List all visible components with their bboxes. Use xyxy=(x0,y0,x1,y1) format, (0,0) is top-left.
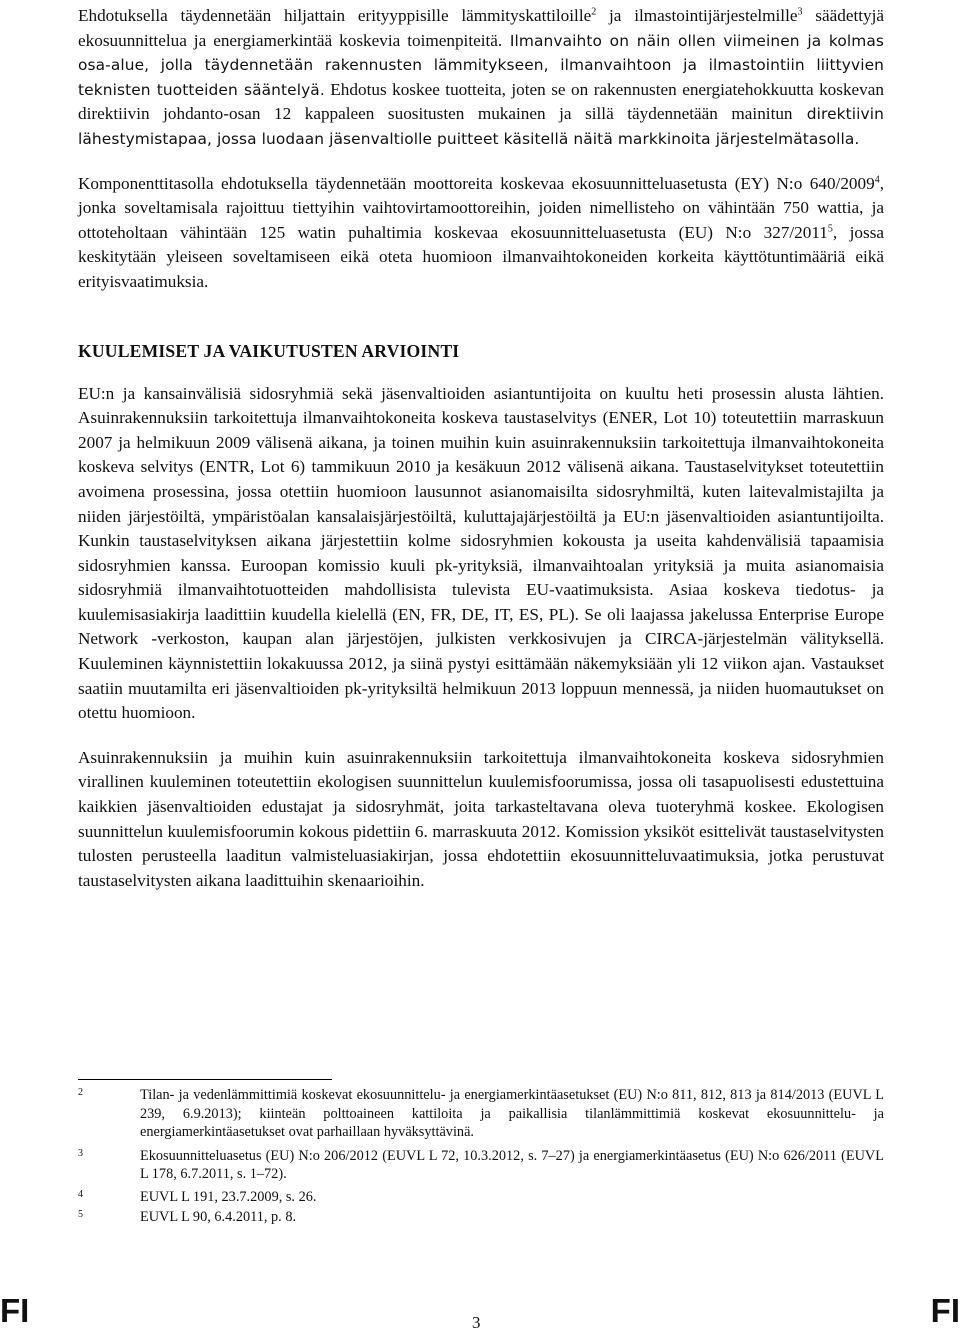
text-run: Ilmanvaihto on näin ollen viimeinen ja kolmas osa-alue, jolla täydennetään rakennusten lämmitykseen, ilmanvaihtoon ja ilmastointiin liittyvien teknisten tuotteiden sääntelyä. xyxy=(78,31,884,99)
footnote-ref-4[interactable]: 4 xyxy=(874,173,880,185)
text-run: Komponenttitasolla ehdotuksella täydennetään moottoreita koskevaa ekosuunnitteluasetusta (EY) N:o 640/2009 xyxy=(78,173,875,193)
footnote-number: 5 xyxy=(78,1209,83,1220)
footnote-divider xyxy=(78,1079,332,1080)
footnote-text: Tilan- ja vedenlämmittimiä koskevat ekosuunnittelu- ja energiamerkintäasetukset (EU) N:o 811, 812, 813 ja 814/2013 (EUVL L 239, 6.9.2013); kiinteän polttoaineen kattiloita ja paikallisia tilanlämmittimiä koskevat ekosuunnittelu- ja energiamerkintäasetukset ovat parhaillaan hyväksyttävinä. xyxy=(140,1087,884,1140)
footnote-ref-2[interactable]: 2 xyxy=(591,6,597,18)
paragraph-forum: Asuinrakennuksiin ja muihin kuin asuinrakennuksiin tarkoitettuja ilmanvaihtokoneita koskeva sidosryhmien virallinen kuuleminen toteutettiin ekologisen suunnittelun kuulemisfoorumissa, jossa oli tasapuolisesti edustettuina kaikkien jäsenvaltioiden edustajat ja sidosryhmät, joita tarkasteltavana oleva tuoteryhmä koskee. Ekologisen suunnittelun kuulemisfoorumin kokous pidettiin 6. marraskuuta 2012. Komission yksiköt esittelivät taustaselvitysten tulosten perusteella laaditun valmisteluasiakirjan, jossa ehdotettiin ekosuunnitteluvaatimuksia, jotka perustuvat taustaselvitysten aikana laadittuihin skenaarioihin. xyxy=(78,747,884,890)
footnote-number: 4 xyxy=(78,1188,83,1200)
footnotes xyxy=(78,1086,884,1227)
footnote xyxy=(78,1208,884,1227)
footnote-text: Ekosuunnitteluasetus (EU) N:o 206/2012 (EUVL L 72, 10.3.2012, s. 7–27) ja energiamerkintäasetus (EU) N:o 626/2011 (EUVL L 178, 6.7.2011, s. 1–72). xyxy=(140,1147,884,1182)
footnote-text: EUVL L 191, 23.7.2009, s. 26. xyxy=(140,1188,317,1205)
footnote-number: 3 xyxy=(78,1147,83,1159)
footnote xyxy=(78,1147,884,1184)
footnote-ref-3[interactable]: 3 xyxy=(797,6,803,18)
document-page xyxy=(78,4,884,893)
footer-language-left: FI xyxy=(0,1292,30,1329)
text-run: ja ilmastointijärjestelmille xyxy=(596,6,798,25)
text-run: Ehdotuksella täydennetään hiljattain erityyppisille lämmityskattiloille xyxy=(78,6,592,25)
paragraph-components xyxy=(78,172,884,295)
text-run: , jonka soveltamisala rajoittuu tiettyihin vaihtovirtamoottoreihin, joiden nimellisteho on vähintään 750 wattia, ja ottoteholtaan vähintään 125 watin puhaltimia koskevaa ekosuunnitteluasetusta (EU) N:o 327/2011 xyxy=(78,173,884,242)
footnote-text: EUVL L 90, 6.4.2011, p. 8. xyxy=(140,1209,297,1225)
footnote xyxy=(78,1086,884,1142)
footnote-number: 2 xyxy=(78,1087,83,1098)
paragraph-consultations: EU:n ja kansainvälisiä sidosryhmiä sekä jäsenvaltioiden asiantuntijoita on kuultu heti prosessin alusta lähtien. Asuinrakennuksiin tarkoitettuja ilmanvaihtokoneita koskeva taustaselvitys (ENER, Lot 10) toteutettiin marraskuun 2007 ja helmikuun 2009 välisenä aikana, ja toinen muihin kuin asuinrakennuksiin tarkoitettuja ilmanvaihtokoneita koskeva selvitys (ENTR, Lot 6) tammikuun 2010 ja kesäkuun 2012 välisenä aikana. Taustaselvitykset toteutettiin avoimena prosessina, jossa otettiin huomioon lausunnot asianomaisilta sidosryhmiltä, kuten laitevalmistajilta ja niiden järjestöiltä, ympäristöalan kansalaisjärjestöiltä, kuluttajajärjestöiltä ja EU:n jäsenvaltioiden asiantuntijoilta. Kunkin taustaselvityksen aikana järjestettiin kolme sidosryhmien kokousta ja useita kahdenvälisiä tapaamisia sidosryhmien kanssa. Euroopan komissio kuuli pk-yrityksiä, ilmanvaihtoalan yrityksiä ja muita asianomaisia sidosryhmiä ilmanvaihtotuotteiden mahdollisista tulevista EU-vaatimuksista. Asiaa koskeva tiedotus- ja kuulemisasiakirja laadittiin kuudella kielellä (EN, FR, DE, IT, ES, PL). Se oli laajassa jakelussa Enterprise Europe Network -verkoston, kaupan alan järjestöjen, julkisten verkkosivujen ja CIRCA-järjestelmän välityksellä. Kuuleminen käynnistettiin lokakuussa 2012, ja siinä pystyi esittämään näkemyksiään yli 12 viikon ajan. Vastaukset saatiin muutamilta eri jäsenvaltioiden pk-yrityksiltä helmikuun 2013 loppuun mennessä, ja niiden huomautukset on otettu huomioon. xyxy=(78,383,884,723)
text-run: , jossa keskitytään yleiseen soveltamiseen eikä oteta huomioon ilmanvaihtokoneiden korkeita käyttötuntimääriä eikä erityisvaatimuksia. xyxy=(78,222,885,291)
paragraph-intro xyxy=(78,4,884,152)
footnote-ref-5[interactable]: 5 xyxy=(827,223,833,235)
text-run: direktiivin lähestymistapaa, jossa luodaan jäsenvaltiolle puitteet käsitellä näitä markkinoita järjestelmätasolla. xyxy=(78,105,884,148)
footer-language-right: FI xyxy=(930,1292,960,1329)
section-heading: KUULEMISET JA VAIKUTUSTEN ARVIOINTI xyxy=(78,340,460,361)
page-number: 3 xyxy=(472,1313,481,1332)
text-run: Ehdotus koskee tuotteita, joten se on rakennusten energiatehokkuutta koskevan direktiivin johdanto-osan 12 kappaleen suositusten mukainen ja sillä täydennetään mainitun xyxy=(78,79,885,124)
footnote xyxy=(78,1188,884,1207)
text-run: säädettyjä ekosuunnittelua ja energiamerkintää koskevia toimenpiteitä. xyxy=(78,6,884,50)
